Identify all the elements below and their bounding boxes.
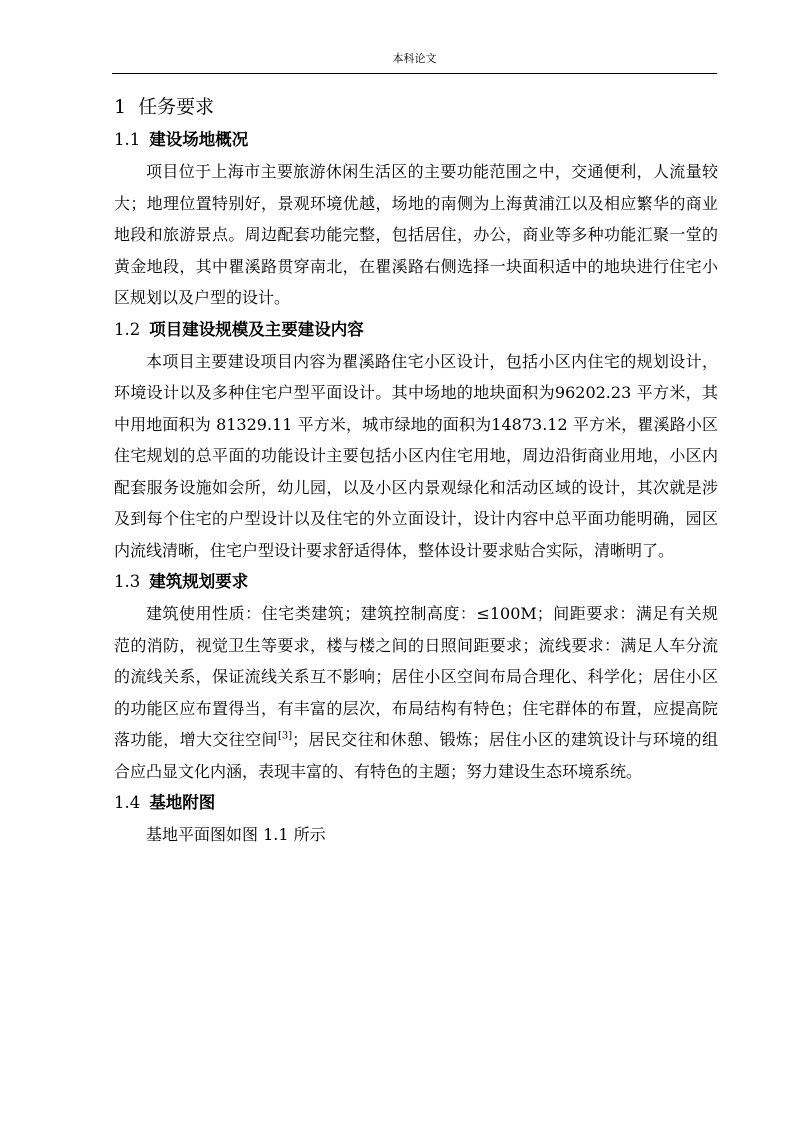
section-title: 建设场地概况 [149, 130, 249, 149]
section-title: 建筑规划要求 [149, 572, 249, 591]
citation-reference: [3] [277, 730, 293, 742]
section-paragraph-1-2: 本项目主要建设项目内容为瞿溪路住宅小区设计，包括小区内住宅的规划设计，环境设计以及多种住宅户型平面设计。其中场地的地块面积为96202.23 平方米，其中用地面积为 81329.11 平方米，城市绿地的面积为14873.12 平方米，瞿溪路小区住宅规划的总平面的功能设计主要包括小区内住宅用地，周边沿街商业用地，小区内配套服务设施如会所，幼儿园，以及小区内景观绿化和活动区域的设计，其次就是涉及到每个住宅的户型设计以及住宅的外立面设计，设计内容中总平面功能明确，园区内流线清晰，住宅户型设计要求舒适得体，整体设计要求贴合实际，清晰明了。 [114, 351, 718, 560]
chapter-number: 1 [114, 96, 127, 118]
chapter-heading [114, 90, 718, 124]
section-heading-1-4 [114, 787, 718, 819]
section-heading-1-2 [114, 314, 718, 346]
section-title: 基地附图 [149, 793, 216, 812]
paragraph-text: 建筑使用性质：住宅类建筑；建筑控制高度：≤100M；间距要求：满足有关规范的消防，视觉卫生等要求，楼与楼之间的日照间距要求；流线要求：满足人车分流的流线关系，保证流线关系互不影响；居住小区空间布局合理化、科学化；居住小区的功能区应布置得当，有丰富的层次，布局结构有特色；住宅群体的布置，应提高院落功能，增大交往空间 [114, 604, 718, 749]
section-number: 1.1 [114, 130, 141, 149]
section-paragraph-1-3 [114, 598, 718, 787]
header-rule [112, 73, 717, 74]
running-header: 本科论文 [392, 52, 437, 65]
page-content [114, 90, 718, 851]
section-heading-1-1 [114, 124, 718, 156]
section-number: 1.2 [114, 319, 141, 339]
paragraph-text: ；居民交往和休憩、锻炼；居住小区的建筑设计与环境的组合应凸显文化内涵，表现丰富的、有特色的主题；努力建设生态环境系统。 [114, 730, 718, 781]
section-paragraph-1-4: 基地平面图如图 1.1 所示 [146, 825, 326, 844]
section-number: 1.4 [114, 793, 141, 812]
section-heading-1-3 [114, 566, 718, 598]
chapter-title: 任务要求 [138, 96, 215, 118]
section-number: 1.3 [114, 572, 141, 591]
section-title: 项目建设规模及主要建设内容 [149, 319, 364, 339]
section-paragraph-1-1: 项目位于上海市主要旅游休闲生活区的主要功能范围之中，交通便利，人流量较大；地理位置特别好，景观环境优越，场地的南侧为上海黄浦江以及相应繁华的商业地段和旅游景点。周边配套功能完整，包括居住，办公，商业等多种功能汇聚一堂的黄金地段，其中瞿溪路贯穿南北，在瞿溪路右侧选择一块面积适中的地块进行住宅小区规划以及户型的设计。 [114, 162, 718, 307]
